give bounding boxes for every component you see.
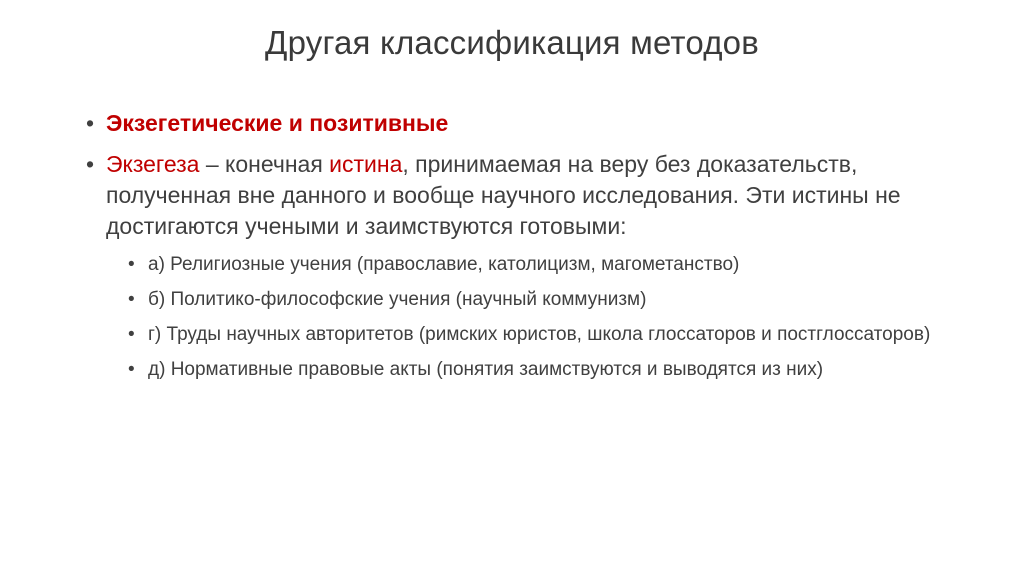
bullet-dot-icon: •: [128, 254, 135, 275]
sub-item-text: а) Религиозные учения (православие, католицизм, магометанство): [148, 254, 740, 275]
bullet-dot-icon: •: [128, 324, 135, 345]
heading-text: Экзегетические и позитивные: [106, 110, 449, 136]
slide-content: [86, 108, 946, 392]
bullet-dot-icon: •: [128, 289, 135, 310]
sub-list-item: [126, 322, 946, 348]
bullet-dot-icon: •: [86, 151, 95, 177]
bullet-dot-icon: •: [86, 110, 95, 136]
sub-list-item: [126, 252, 946, 278]
sub-list: [86, 252, 946, 383]
bullet-heading: [86, 108, 946, 139]
definition-dash: – конечная: [199, 151, 330, 177]
bullet-definition: [86, 149, 946, 242]
sub-item-text: б) Политико-философские учения (научный коммунизм): [148, 289, 647, 310]
bullet-dot-icon: •: [128, 359, 135, 380]
slide-title: Другая классификация методов: [265, 24, 759, 61]
term-exegesis: Экзегеза: [106, 151, 200, 177]
sub-item-text: г) Труды научных авторитетов (римских юристов, школа глоссаторов и постглоссаторов): [148, 324, 931, 345]
definition-rest: , принимаемая на веру без доказательств, полученная вне данного и вообще научного исследования. Эти истины не достигаются учеными и заимствуются готовыми:: [106, 151, 901, 239]
sub-item-text: д) Нормативные правовые акты (понятия заимствуются и выводятся из них): [148, 359, 824, 380]
term-truth: истина: [329, 151, 403, 177]
sub-list-item: [126, 287, 946, 313]
sub-list-item: [126, 357, 946, 383]
